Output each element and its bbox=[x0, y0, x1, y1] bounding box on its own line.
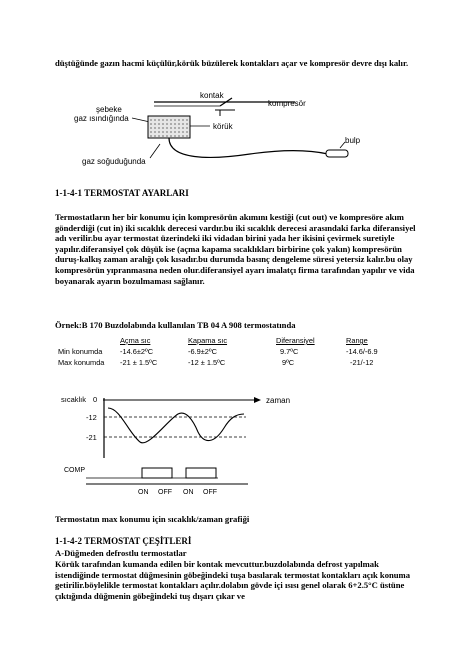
y-axis-label: sıcaklık bbox=[61, 395, 87, 404]
koruk-label: körük bbox=[213, 122, 233, 131]
bulb-sensor bbox=[326, 150, 348, 157]
tick-label-0: 0 bbox=[93, 395, 98, 404]
section2-subtitle: A-Düğmeden defrostlu termostatlar bbox=[55, 548, 187, 558]
comp-label: COMP bbox=[64, 467, 85, 474]
comp-on-pulse-1 bbox=[142, 468, 172, 478]
header-kapama: Kapama sıc bbox=[188, 336, 228, 345]
capillary-tube bbox=[169, 138, 328, 157]
off-label-1: OFF bbox=[158, 489, 172, 496]
x-axis-label: zaman bbox=[266, 396, 291, 405]
tick-label-minus21: -21 bbox=[86, 433, 97, 442]
gaz-sogudugunda-label: gaz soğuduğunda bbox=[82, 157, 146, 166]
table-cell: -14.6±2ºC bbox=[120, 347, 154, 356]
table-cell: -6.9±2ºC bbox=[188, 347, 217, 356]
header-range: Range bbox=[346, 336, 368, 345]
bellows-body bbox=[148, 116, 190, 138]
on-label-1: ON bbox=[138, 489, 149, 496]
section-heading-ayarlar: 1-1-4-1 TERMOSTAT AYARLARI bbox=[55, 188, 189, 198]
table-cell: -21 ± 1.5ºC bbox=[120, 358, 158, 367]
row-label: Max konumda bbox=[58, 358, 105, 367]
table-row bbox=[58, 358, 418, 369]
section-heading-cesitleri: 1-1-4-2 TERMOSTAT ÇEŞİTLERİ bbox=[55, 536, 192, 546]
time-arrowhead bbox=[254, 397, 261, 403]
comp-on-pulse-2 bbox=[186, 468, 216, 478]
off-label-2: OFF bbox=[203, 489, 217, 496]
tick-label-minus12: -12 bbox=[86, 413, 97, 422]
header-diferansiyel: Diferansiyel bbox=[276, 336, 315, 345]
sebeke-label: şebeke bbox=[96, 105, 122, 114]
header-acma: Açma sıc bbox=[120, 336, 151, 345]
table-cell: -21/-12 bbox=[350, 358, 374, 367]
on-label-2: ON bbox=[183, 489, 194, 496]
isindiginda-pointer bbox=[132, 118, 150, 122]
kompresor-label: kompresör bbox=[268, 99, 306, 108]
gaz-isindiginda-label: gaz ısındığında bbox=[74, 114, 129, 123]
table-header-row bbox=[58, 336, 418, 347]
table-cell: 9.7ºC bbox=[280, 347, 299, 356]
intro-paragraph: düştüğünde gazın hacmi küçülür,körük büzülerek kontakları açar ve kompresör devre dışı kalır. bbox=[55, 58, 409, 68]
graph-caption: Termostatın max konumu için sıcaklık/zaman grafiği bbox=[55, 514, 250, 524]
temperature-curve bbox=[108, 408, 244, 443]
thermostat-settings-table bbox=[58, 336, 418, 369]
sogudugunda-pointer bbox=[150, 144, 160, 158]
table-row bbox=[58, 347, 418, 358]
table-cell: -12 ± 1.5ºC bbox=[188, 358, 226, 367]
table-cell: 9ºC bbox=[282, 358, 295, 367]
table-cell: -14.6/-6.9 bbox=[346, 347, 378, 356]
temperature-time-graph bbox=[58, 392, 298, 500]
example-line: Örnek:B 170 Buzdolabında kullanılan TB 04 A 908 termostatında bbox=[55, 320, 296, 330]
row-label: Min konumda bbox=[58, 347, 103, 356]
kontak-label: kontak bbox=[200, 91, 224, 100]
bulp-label: bulp bbox=[345, 136, 361, 145]
section2-paragraph: Körük tarafından kumanda edilen bir kontak mevcuttur.buzdolabında defrost yapılmak istendiğinde termostat düğmesinin göbeğindeki tuşa basılarak termostat kontakları açık konuma getirilir.böylelikle termostat kontakları açılır.dolabın gövde içi ısısı genel olarak 6+2.5°C üstüne çıktığında düğmenin göbeğindeki tuş dışarı çıkar ve bbox=[55, 559, 411, 601]
section1-paragraph: Termostatların her bir konumu için kompresörün akımını kestiği (cut out) ve kompresöre akım gönderdiği (cut in) iki sıcaklık derecesi vardır.bu iki sıcaklık derecesi arasındaki farka diferansiyel adı verilir.bu ayar termostat üzerindeki iki vidadan birini yada her ikisini çevirmek suretiyle yapılır.diferansiyel çok düşük ise (açma kapama sıcaklıkları birbirine çok yakın) kompresörün duruş-kalkış zaman aralığı çok kısadır.bu durumda basınç dengeleme süresi yetersiz kalır.bu olay kompresörün yıpranmasına neden olur.diferansiyel ayarı imalatçı firma tarafından yapılır ve vida boyanarak ayarın bozulmaması sağlanır. bbox=[55, 212, 416, 286]
thermostat-schematic bbox=[70, 88, 400, 170]
